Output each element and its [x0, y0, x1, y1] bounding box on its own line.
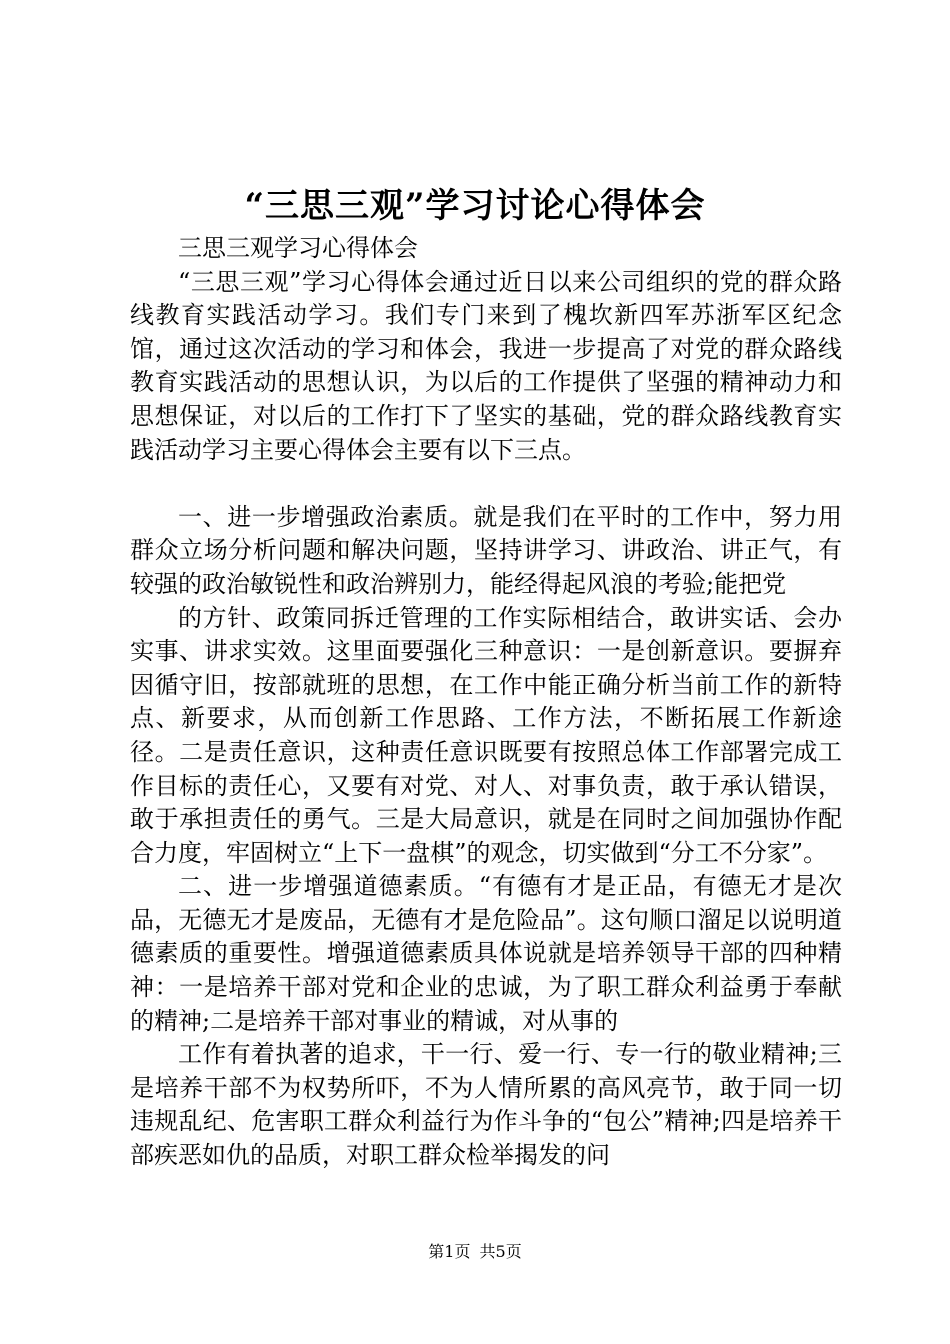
document-body	[130, 232, 842, 1173]
page-number: 第1页	[428, 1242, 471, 1261]
paragraph-three-awareness: 的方针、政策同拆迁管理的工作实际相结合，敢讲实话、会办实事、讲求实效。这里面要强化三种意识：一是创新意识。要摒弃因循守旧，按部就班的思想，在工作中能正确分析当前工作的新特点、新要求，从而创新工作思路、工作方法，不断拓展工作新途径。二是责任意识，这种责任意识既要有按照总体工作部署完成工作目标的责任心，又要有对党、对人、对事负责，敢于承认错误，敢于承担责任的勇气。三是大局意识，就是在同时之间加强协作配合力度，牢固树立“上下一盘棋”的观念，切实做到“分工不分家”。	[130, 603, 842, 867]
paragraph-moral-quality: 二、进一步增强道德素质。“有德有才是正品，有德无才是次品，无德无才是废品，无德有才是危险品”。这句顺口溜足以说明道德素质的重要性。增强道德素质具体说就是培养领导干部的四种精神：一是培养干部对党和企业的忠诚，为了职工群众利益勇于奉献的精神;二是培养干部对事业的精诚，对从事的	[130, 872, 842, 1035]
paragraph-political-quality: 一、进一步增强政治素质。就是我们在平时的工作中，努力用群众立场分析问题和解决问题，坚持讲学习、讲政治、讲正气，有较强的政治敏锐性和政治辨别力，能经得起风浪的考验;能把党	[130, 502, 842, 598]
paragraph-intro: “三思三观”学习心得体会通过近日以来公司组织的党的群众路线教育实践活动学习。我们专门来到了槐坎新四军苏浙军区纪念馆，通过这次活动的学习和体会，我进一步提高了对党的群众路线教育实践活动的思想认识，为以后的工作提供了坚强的精神动力和思想保证，对以后的工作打下了坚实的基础，党的群众路线教育实践活动学习主要心得体会主要有以下三点。	[130, 267, 842, 464]
subtitle-line: 三思三观学习心得体会	[178, 234, 418, 262]
page-footer	[0, 1240, 950, 1264]
paragraph-four-spirits: 工作有着执著的追求，干一行、爱一行、专一行的敬业精神;三是培养干部不为权势所吓，不为人情所累的高风亮节，敢于同一切违规乱纪、危害职工群众利益行为作斗争的“包公”精神;四是培养干部疾恶如仇的品质，对职工群众检举揭发的问	[130, 1040, 842, 1170]
document-title: “三思三观”学习讨论心得体会	[244, 186, 706, 226]
page-total: 共5页	[479, 1242, 522, 1261]
paragraph-gap	[130, 467, 842, 501]
